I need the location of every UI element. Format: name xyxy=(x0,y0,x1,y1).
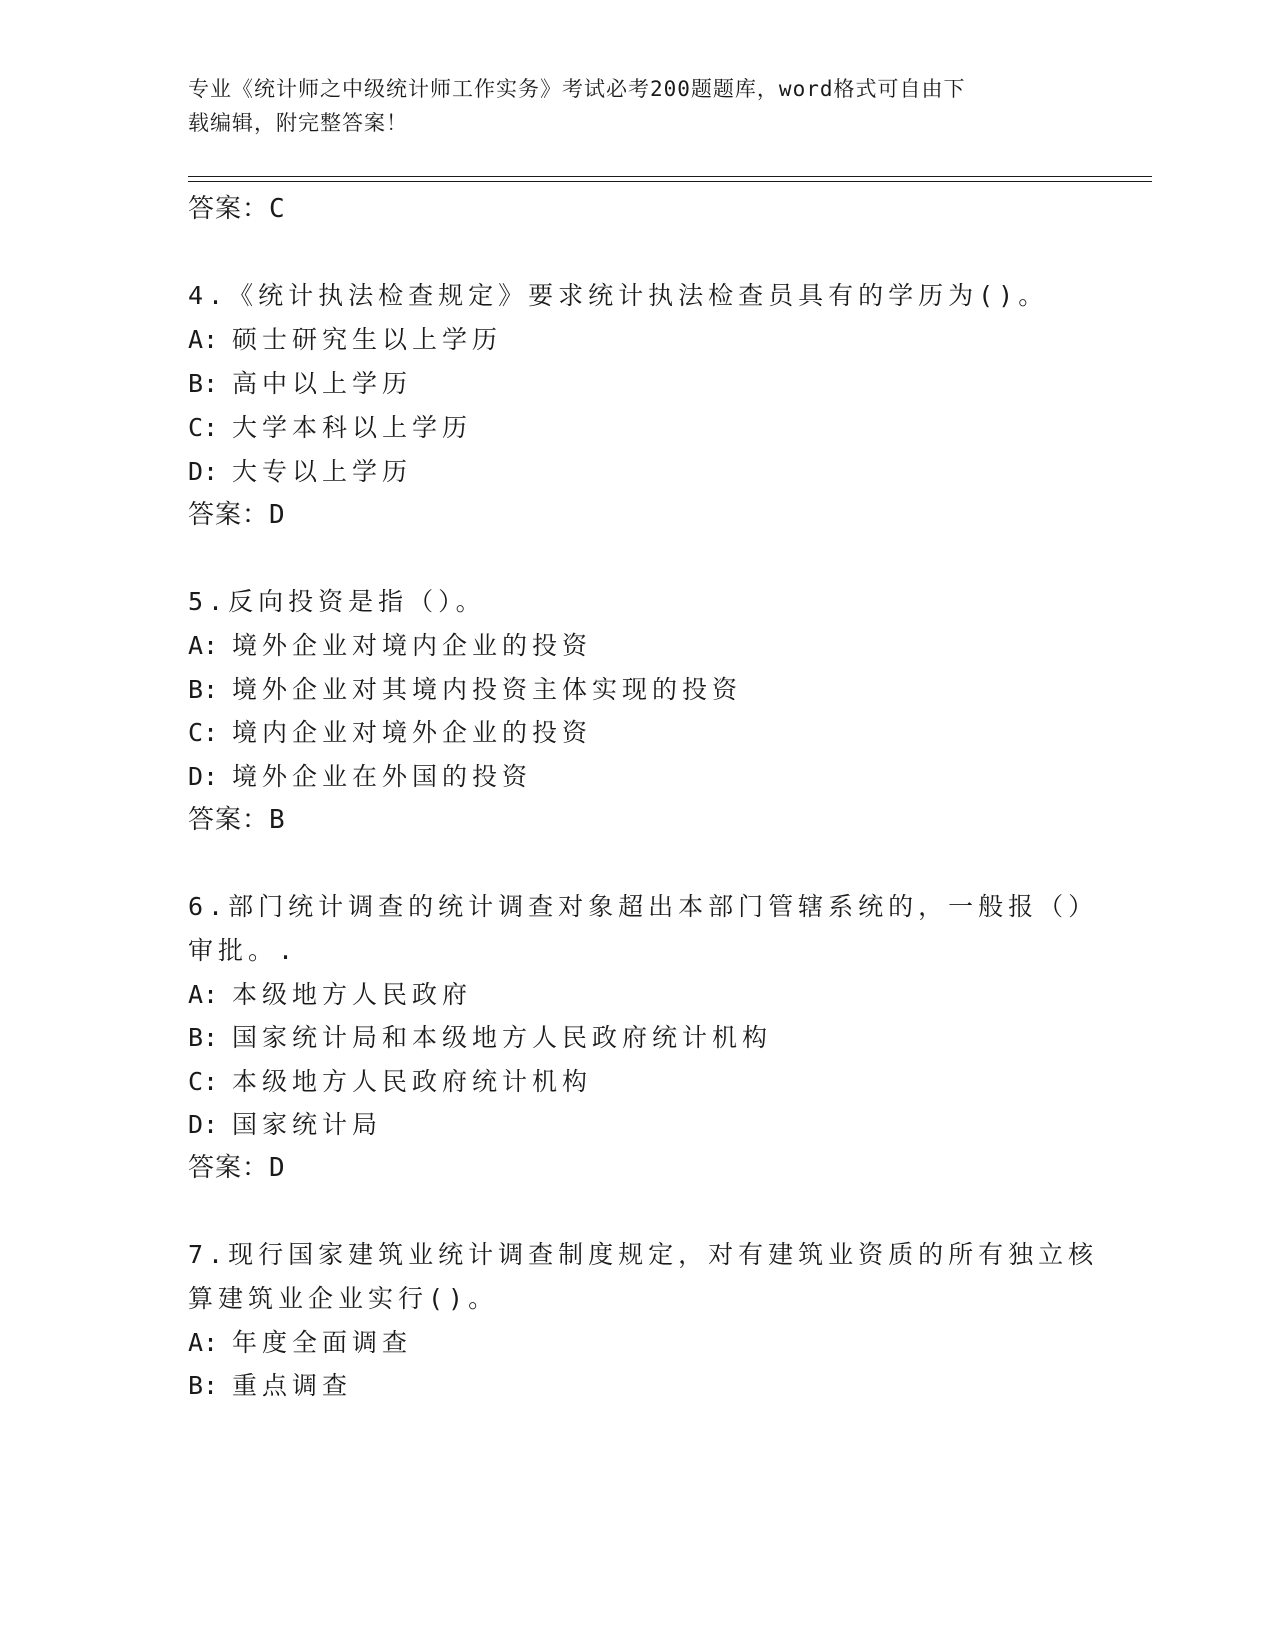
option-key: B: xyxy=(188,369,219,398)
option-text: 重点调查 xyxy=(232,1371,353,1400)
header-rule-bottom xyxy=(188,181,1152,182)
question-6-option-c xyxy=(188,1062,592,1098)
question-5-answer: 答案：B xyxy=(188,805,286,835)
option-key: B: xyxy=(188,1023,219,1052)
question-6-answer: 答案：D xyxy=(188,1153,286,1183)
option-key: A: xyxy=(188,1328,219,1357)
answer-prev-question: 答案：C xyxy=(188,194,286,224)
question-7-stem-line-2: 算建筑业企业实行()。 xyxy=(188,1284,499,1313)
question-5-option-a xyxy=(188,626,592,662)
option-text: 高中以上学历 xyxy=(232,369,413,398)
question-7-option-a xyxy=(188,1323,412,1359)
option-text: 国家统计局 xyxy=(232,1110,383,1139)
question-5-option-b xyxy=(188,670,742,706)
question-4-option-d xyxy=(188,452,412,488)
option-key: A: xyxy=(188,325,219,354)
option-key: D: xyxy=(188,762,219,791)
question-5-option-d xyxy=(188,757,532,793)
option-text: 硕士研究生以上学历 xyxy=(232,325,503,354)
document-header xyxy=(188,72,1068,140)
question-5-stem: 5.反向投资是指（）。 xyxy=(188,587,486,616)
question-6-stem-line-2: 审批。. xyxy=(188,936,299,965)
question-4-option-c xyxy=(188,408,472,444)
option-key: B: xyxy=(188,1371,219,1400)
question-4-option-a xyxy=(188,320,502,356)
header-line-1: 专业《统计师之中级统计师工作实务》考试必考200题题库，word格式可自由下 xyxy=(188,77,966,101)
question-7-stem-line-1: 7.现行国家建筑业统计调查制度规定，对有建筑业资质的所有独立核 xyxy=(188,1240,1099,1269)
option-text: 本级地方人民政府统计机构 xyxy=(232,1067,593,1096)
option-key: D: xyxy=(188,1110,219,1139)
option-text: 国家统计局和本级地方人民政府统计机构 xyxy=(232,1023,773,1052)
option-key: A: xyxy=(188,980,219,1009)
option-text: 境内企业对境外企业的投资 xyxy=(232,718,593,747)
option-key: B: xyxy=(188,675,219,704)
question-6-option-a xyxy=(188,975,472,1011)
question-6-option-b xyxy=(188,1018,772,1054)
option-text: 境外企业对境内企业的投资 xyxy=(232,631,593,660)
option-text: 大学本科以上学历 xyxy=(232,413,473,442)
option-key: C: xyxy=(188,718,219,747)
option-key: A: xyxy=(188,631,219,660)
option-text: 境外企业对其境内投资主体实现的投资 xyxy=(232,675,743,704)
question-4-stem: 4.《统计执法检查规定》要求统计执法检查员具有的学历为()。 xyxy=(188,281,1049,310)
option-key: C: xyxy=(188,1067,219,1096)
header-line-2: 载编辑，附完整答案！ xyxy=(188,111,408,135)
header-rule-top xyxy=(188,176,1152,177)
option-text: 境外企业在外国的投资 xyxy=(232,762,533,791)
option-text: 年度全面调查 xyxy=(232,1328,413,1357)
option-key: D: xyxy=(188,457,219,486)
question-7-option-b xyxy=(188,1366,352,1402)
question-4-answer: 答案：D xyxy=(188,500,286,530)
option-text: 大专以上学历 xyxy=(232,457,413,486)
option-key: C: xyxy=(188,413,219,442)
question-5-option-c xyxy=(188,713,592,749)
question-6-stem-line-1: 6.部门统计调查的统计调查对象超出本部门管辖系统的，一般报（） xyxy=(188,892,1099,921)
option-text: 本级地方人民政府 xyxy=(232,980,473,1009)
question-6-option-d xyxy=(188,1105,382,1141)
question-4-option-b xyxy=(188,364,412,400)
